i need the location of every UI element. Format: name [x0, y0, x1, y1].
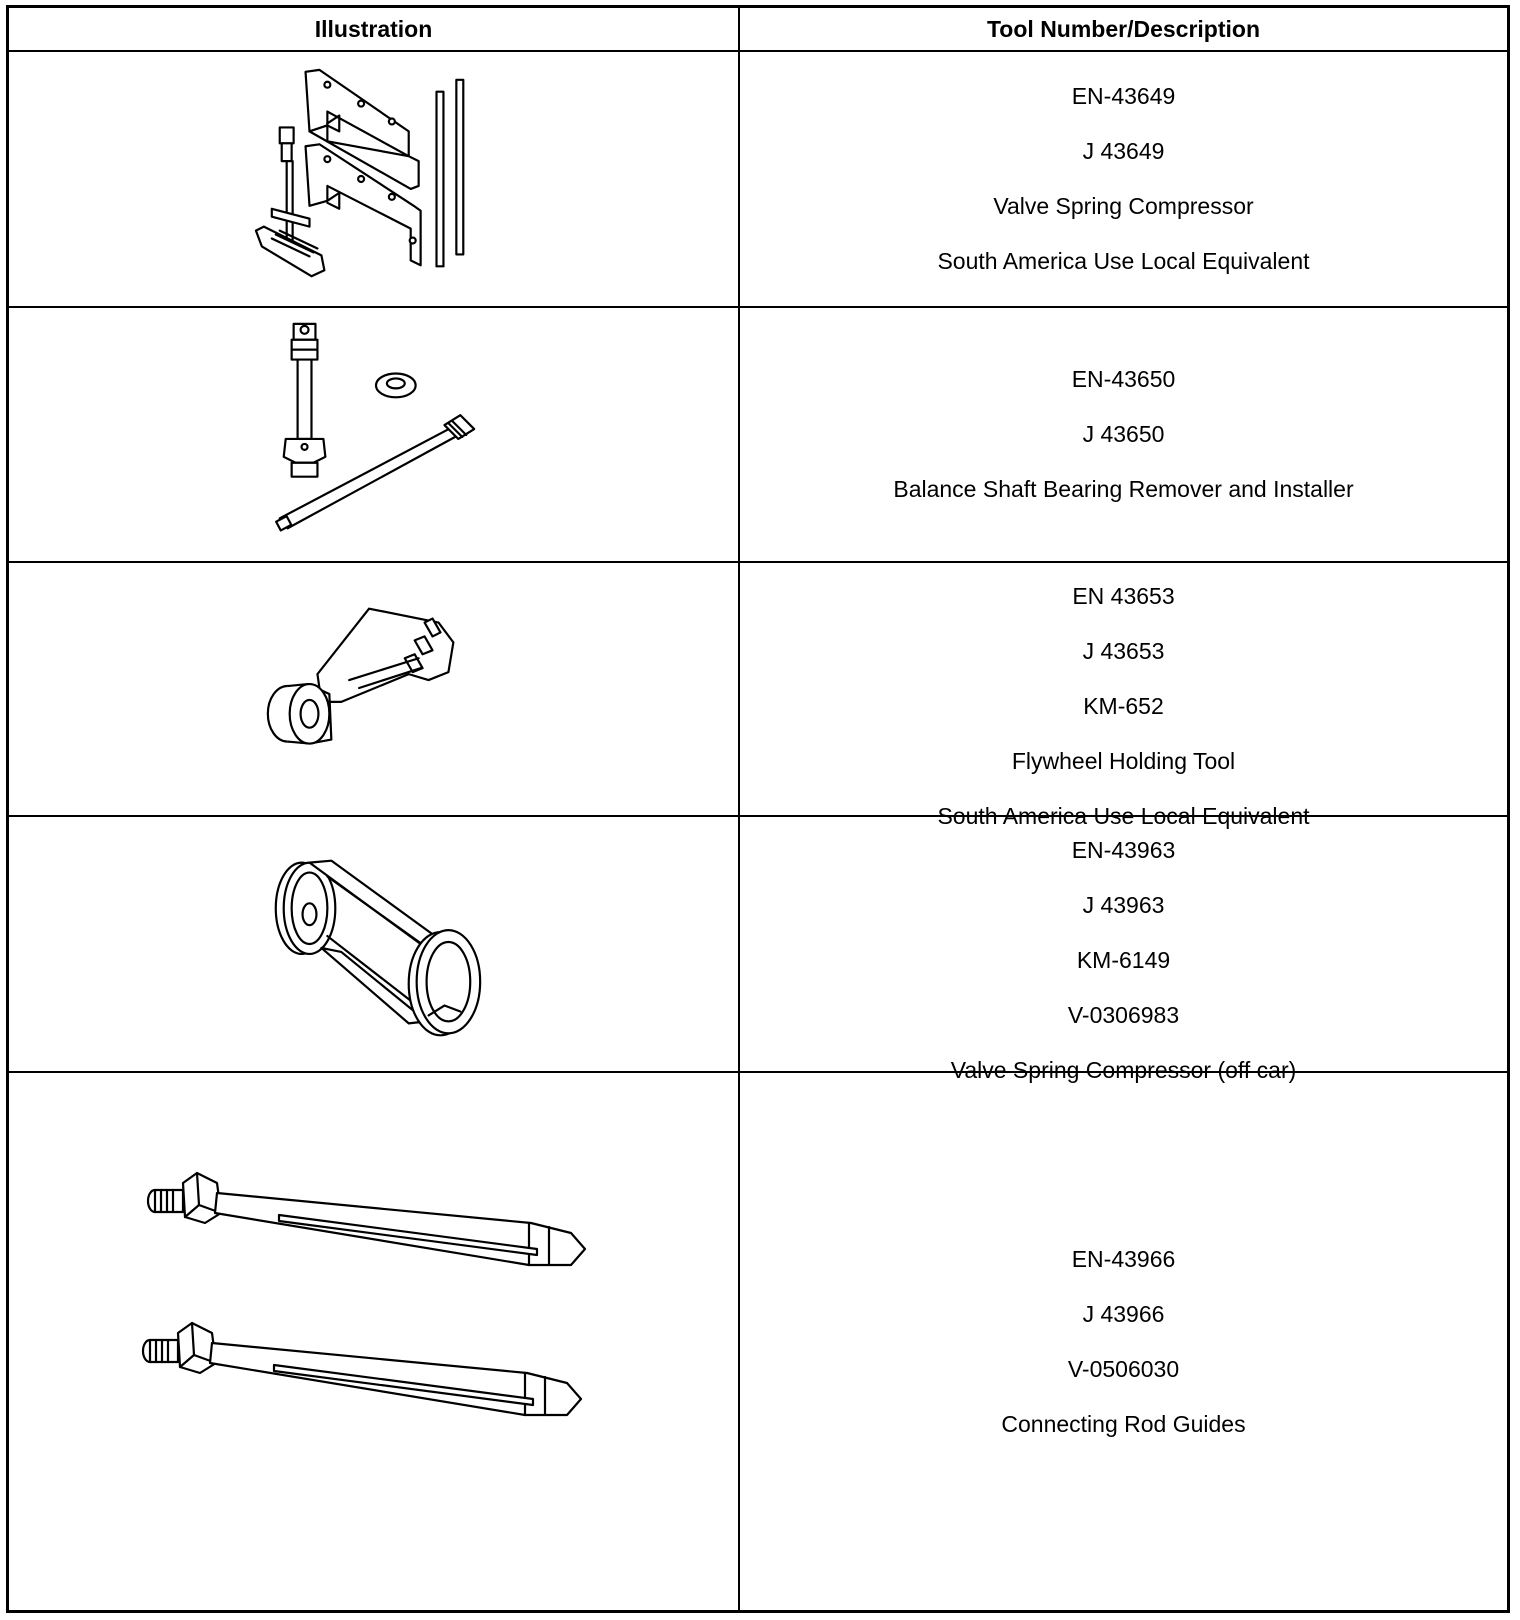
table-row [9, 563, 1507, 829]
tool-number: J 43650 [1082, 421, 1165, 447]
flywheel-holding-tool-icon [9, 563, 738, 815]
connecting-rod-guides-icon [9, 1073, 738, 1610]
tool-number: EN-43649 [1071, 83, 1176, 109]
table-row [9, 308, 1507, 563]
tool-number: J 43966 [1082, 1300, 1165, 1327]
illustration-column-header: Illustration [314, 16, 433, 42]
tool-number: KM-652 [1083, 693, 1164, 719]
tool-number: V-0506030 [1067, 1355, 1180, 1382]
special-tools-table [6, 5, 1510, 1613]
tool-description: Connecting Rod Guides [1001, 1410, 1246, 1437]
table-row [9, 817, 1507, 1083]
tool-note: South America Use Local Equivalent [937, 248, 1310, 274]
tool-note: South America Use Local Equivalent [937, 803, 1310, 829]
tool-description-cell [740, 817, 1507, 1083]
tool-number: J 43963 [1082, 892, 1165, 918]
tool-description: Balance Shaft Bearing Remover and Installer [893, 476, 1354, 502]
table-row [9, 1073, 1507, 1610]
column-divider [738, 8, 740, 1610]
tool-number: EN 43653 [1072, 583, 1175, 609]
tool-description: Valve Spring Compressor (off car) [950, 1057, 1297, 1083]
tool-description-cell [740, 52, 1507, 306]
tool-description: Flywheel Holding Tool [1011, 748, 1236, 774]
table-header-row [9, 8, 1507, 52]
tool-number: V-0306983 [1067, 1002, 1180, 1028]
tool-number: EN-43966 [1071, 1245, 1176, 1272]
valve-spring-compressor-kit-icon [9, 52, 738, 306]
tool-description-cell [740, 563, 1507, 829]
tool-description: Valve Spring Compressor [993, 193, 1254, 219]
valve-spring-compressor-sleeve-icon [9, 817, 738, 1071]
tool-number: J 43649 [1082, 138, 1165, 164]
table-row [9, 52, 1507, 308]
tool-description-cell [740, 308, 1507, 561]
tool-number: J 43653 [1082, 638, 1165, 664]
tool-description-column-header: Tool Number/Description [986, 16, 1261, 42]
tool-number: KM-6149 [1076, 947, 1171, 973]
balance-shaft-bearing-tool-icon [9, 308, 738, 561]
tool-number: EN-43963 [1071, 837, 1176, 863]
tool-description-cell [740, 1073, 1507, 1610]
tool-number: EN-43650 [1071, 366, 1176, 392]
